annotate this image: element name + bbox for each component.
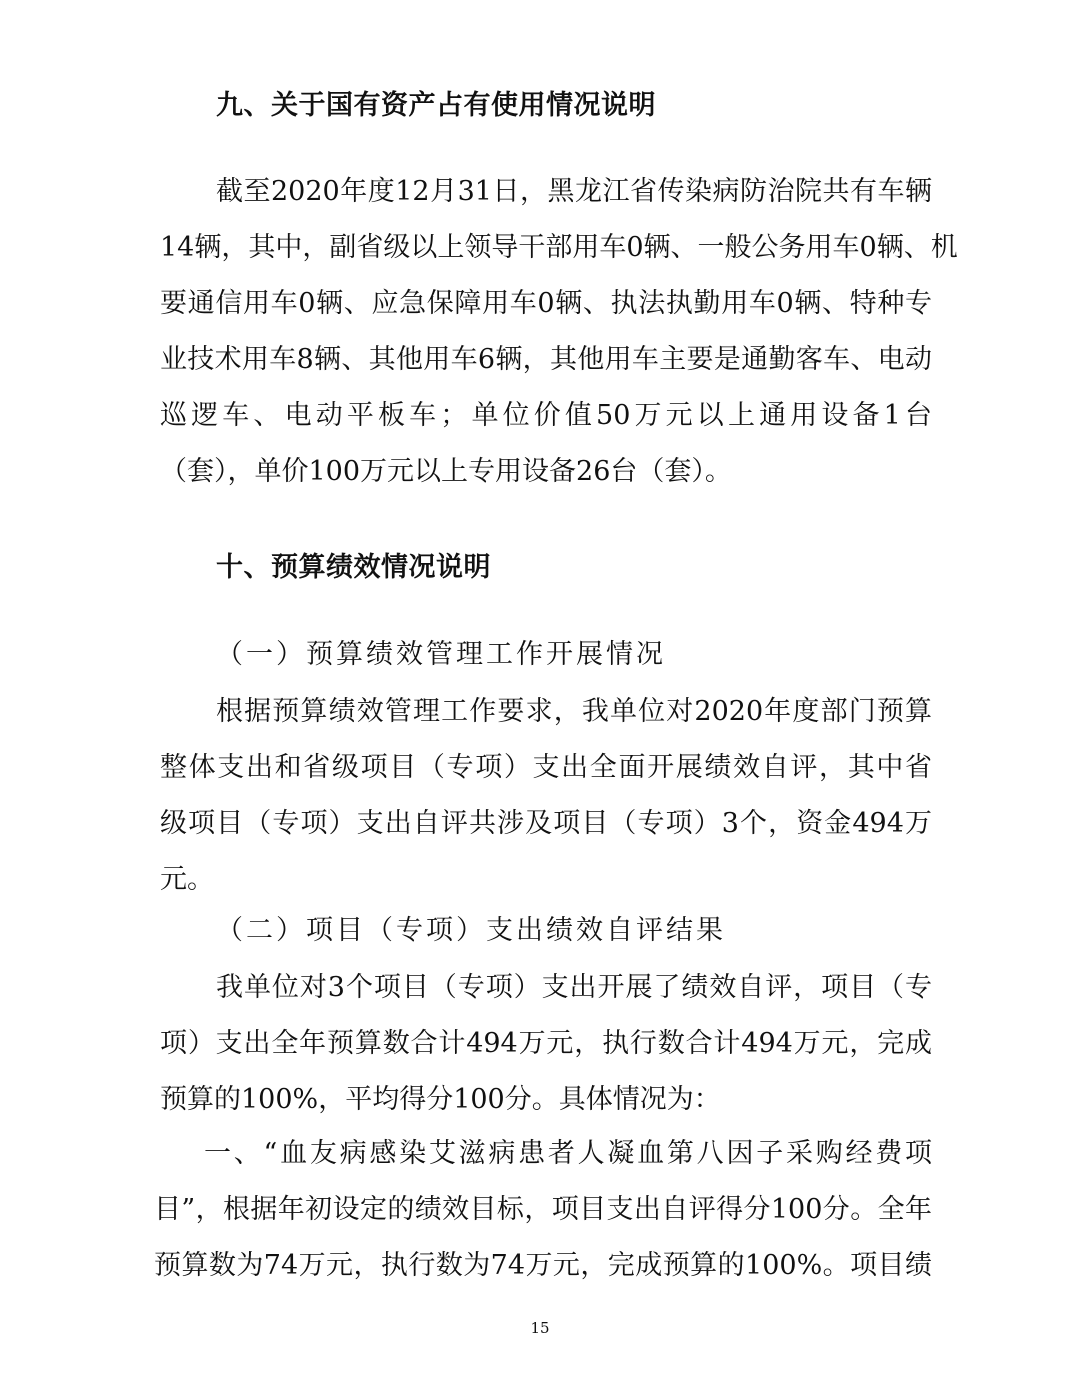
paragraph-item-1 — [154, 1126, 932, 1294]
paragraph-self-evaluation — [160, 960, 932, 1128]
paragraph-line: 级项目（专项）支出自评共涉及项目（专项）3个，资金494万 — [160, 808, 932, 839]
paragraph-line: 一、“血友病感染艾滋病患者人凝血第八因子采购经费项 — [204, 1138, 932, 1169]
page-number: 15 — [530, 1319, 550, 1337]
subheading-1: （一）预算绩效管理工作开展情况 — [216, 639, 666, 670]
paragraph-line: （套），单价100万元以上专用设备26台（套）。 — [160, 456, 732, 487]
paragraph-line: 截至2020年度12月31日，黑龙江省传染病防治院共有车辆 — [216, 176, 932, 207]
paragraph-line: 预算数为74万元，执行数为74万元，完成预算的100%。项目绩 — [154, 1250, 932, 1281]
paragraph-line: 元。 — [160, 864, 214, 895]
paragraph-line: 预算的100%，平均得分100分。具体情况为： — [160, 1084, 721, 1115]
paragraph-line: 14辆，其中，副省级以上领导干部用车0辆、一般公务用车0辆、机 — [160, 232, 958, 263]
paragraph-line: 根据预算绩效管理工作要求，我单位对2020年度部门预算 — [216, 696, 932, 727]
paragraph-line: 巡逻车、电动平板车；单位价值50万元以上通用设备1台 — [160, 400, 932, 431]
paragraph-line: 项）支出全年预算数合计494万元，执行数合计494万元，完成 — [160, 1028, 932, 1059]
paragraph-line: 业技术用车8辆、其他用车6辆，其他用车主要是通勤客车、电动 — [160, 344, 932, 375]
paragraph-line: 目”，根据年初设定的绩效目标，项目支出自评得分100分。全年 — [154, 1194, 932, 1225]
section-heading-9: 九、关于国有资产占有使用情况说明 — [216, 90, 656, 121]
paragraph-assets — [160, 164, 958, 500]
subheading-2: （二）项目（专项）支出绩效自评结果 — [216, 915, 726, 946]
section-heading-10: 十、预算绩效情况说明 — [216, 552, 491, 583]
paragraph-line: 要通信用车0辆、应急保障用车0辆、执法执勤用车0辆、特种专 — [160, 288, 932, 319]
paragraph-line: 我单位对3个项目（专项）支出开展了绩效自评，项目（专 — [216, 972, 932, 1003]
paragraph-performance-management — [160, 684, 932, 908]
paragraph-line: 整体支出和省级项目（专项）支出全面开展绩效自评，其中省 — [160, 752, 932, 783]
